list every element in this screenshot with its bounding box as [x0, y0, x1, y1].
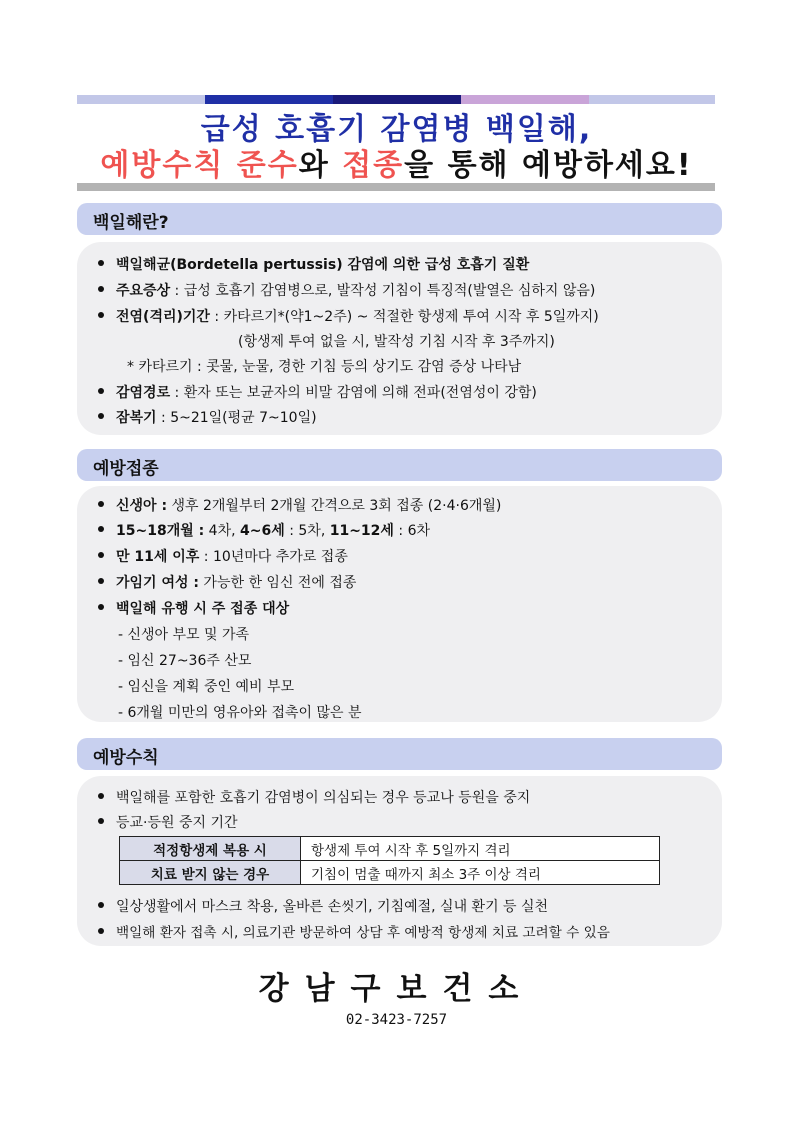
- item-label: 주요증상: [116, 283, 171, 299]
- bullet-icon: [98, 902, 104, 908]
- title-underline-bar: [77, 183, 715, 191]
- bullet-icon: [98, 501, 104, 507]
- phone-number: 02-3423-7257: [345, 1012, 448, 1028]
- list-item: [98, 572, 356, 592]
- item-text: 등교·등원 중지 기간: [116, 815, 238, 831]
- bullet-icon: [98, 388, 104, 394]
- table-cell-condition: 치료 받지 않는 경우: [120, 861, 301, 885]
- list-item: [98, 495, 501, 515]
- list-item: [98, 546, 348, 566]
- section-title: 예방수칙: [93, 748, 159, 768]
- list-item: [98, 787, 530, 807]
- list-item: [98, 598, 289, 618]
- section-header-about: [77, 203, 722, 235]
- sub-item: - 6개월 미만의 영유아와 접촉이 많은 분: [118, 705, 362, 721]
- item-text: 생후 2개월부터 2개월 간격으로 3회 접종 (2·4·6개월): [167, 498, 502, 514]
- item-text: 4차,: [204, 523, 241, 539]
- list-item: [98, 921, 610, 941]
- page-title-line2: [0, 140, 793, 184]
- list-item: [98, 896, 548, 916]
- table-cell-period: 기침이 멈출 때까지 최소 3주 이상 격리: [301, 861, 660, 885]
- sub-item: - 임신을 계획 중인 예비 부모: [118, 679, 295, 695]
- item-label: 감염경로: [116, 385, 171, 401]
- section-header-vaccination: [77, 449, 722, 481]
- list-item: [98, 254, 529, 274]
- item-text: 백일해균(Bordetella pertussis) 감염에 의한 급성 호흡기 질환: [116, 257, 530, 273]
- bullet-icon: [98, 286, 104, 292]
- item-label: 잠복기: [116, 410, 157, 426]
- title-text: 와: [298, 148, 343, 183]
- item-label: 신생아 :: [116, 498, 168, 514]
- item-label: 만 11세 이후: [116, 549, 200, 565]
- bullet-icon: [98, 818, 104, 824]
- item-label: 15~18개월 :: [116, 523, 205, 539]
- bullet-icon: [98, 260, 104, 266]
- section-title: 예방접종: [93, 459, 159, 479]
- list-item: [98, 812, 238, 832]
- title-text: 을 통해 예방하세요!: [404, 148, 693, 183]
- bullet-icon: [98, 552, 104, 558]
- list-item: [98, 280, 595, 300]
- bullet-icon: [98, 928, 104, 934]
- item-label: 백일해 유행 시 주 접종 대상: [116, 601, 290, 617]
- item-text: 백일해를 포함한 호흡기 감염병이 의심되는 경우 등교나 등원을 중지: [116, 790, 531, 806]
- section-title: 백일해란?: [93, 213, 169, 233]
- table-cell-condition: 적정항생제 복용 시: [120, 837, 301, 861]
- top-decorative-band: [77, 95, 715, 104]
- suspension-period-table: [119, 836, 660, 885]
- page-title-line1: 급성 호흡기 감염병 백일해,: [200, 112, 593, 147]
- item-label: 11~12세: [329, 523, 394, 539]
- item-text: 일상생활에서 마스크 착용, 올바른 손씻기, 기침예절, 실내 환기 등 실천: [116, 899, 549, 915]
- item-text: : 카타르기*(약1~2주) ~ 적절한 항생제 투여 시작 후 5일까지): [209, 309, 599, 325]
- bullet-icon: [98, 312, 104, 318]
- list-item: [98, 306, 599, 326]
- item-label: 전염(격리)기간: [116, 309, 210, 325]
- item-label: 4~6세: [240, 523, 285, 539]
- item-text: : 환자 또는 보균자의 비말 감염에 의해 전파(전염성이 강함): [170, 385, 537, 401]
- title-highlight-vaccination: 접종: [342, 148, 405, 183]
- item-text: : 5차,: [284, 523, 330, 539]
- bullet-icon: [98, 413, 104, 419]
- item-text: : 10년마다 추가로 접종: [199, 549, 348, 565]
- bullet-icon: [98, 526, 104, 532]
- organization-name: 강남구보건소: [258, 971, 535, 1007]
- table-cell-period: 항생제 투여 시작 후 5일까지 격리: [301, 837, 660, 861]
- table-row: [120, 837, 660, 861]
- table-row: [120, 861, 660, 885]
- item-label: 가임기 여성 :: [116, 575, 199, 591]
- title-highlight-prevention: 예방수칙 준수: [100, 148, 299, 183]
- sub-item: - 신생아 부모 및 가족: [118, 627, 250, 643]
- list-item: [98, 520, 430, 540]
- item-text: 백일해 환자 접촉 시, 의료기관 방문하여 상담 후 예방적 항생제 치료 고려할 수 있음: [116, 925, 610, 941]
- bullet-icon: [98, 604, 104, 610]
- list-item-continuation: (항생제 투여 없을 시, 발작성 기침 시작 후 3주까지): [238, 334, 555, 350]
- list-item: [98, 382, 537, 402]
- bullet-icon: [98, 578, 104, 584]
- footnote: * 카타르기 : 콧물, 눈물, 경한 기침 등의 상기도 감염 증상 나타남: [127, 359, 522, 375]
- item-text: 가능한 한 임신 전에 접종: [198, 575, 357, 591]
- item-text: : 5~21일(평균 7~10일): [156, 410, 317, 426]
- sub-item: - 임신 27~36주 산모: [118, 653, 252, 669]
- bullet-icon: [98, 793, 104, 799]
- item-text: : 6차: [393, 523, 431, 539]
- item-text: : 급성 호흡기 감염병으로, 발작성 기침이 특징적(발열은 심하지 않음): [170, 283, 596, 299]
- section-header-prevention: [77, 738, 722, 770]
- list-item: [98, 407, 317, 427]
